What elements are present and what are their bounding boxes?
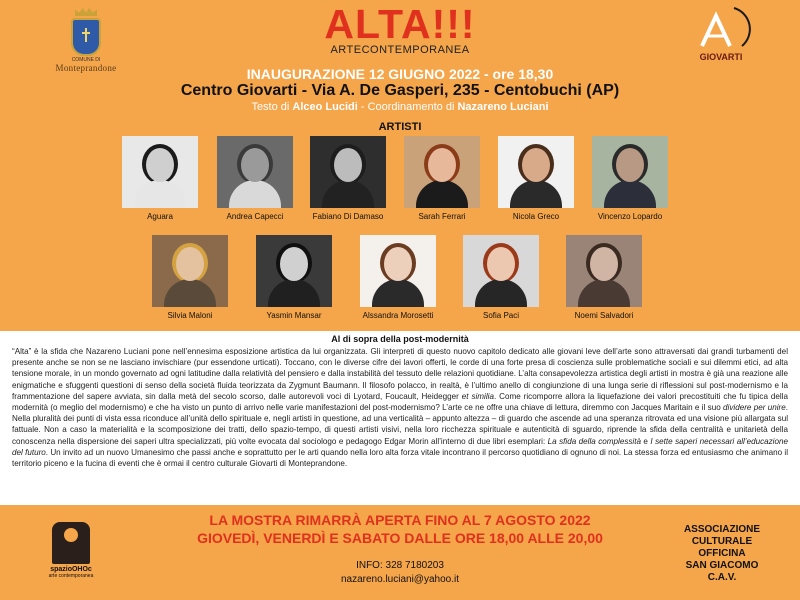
inauguration-line: INAUGURAZIONE 12 GIUGNO 2022 - ore 18,30 — [246, 66, 554, 82]
artist-card — [490, 136, 582, 221]
artist-name: Andrea Capecci — [226, 212, 284, 221]
artist-card — [584, 136, 676, 221]
monteprandone-crest — [36, 8, 136, 73]
artist-photo — [360, 235, 436, 307]
artist-name: Sofia Paci — [482, 311, 520, 320]
article-title: Al di sopra della post-modernità — [331, 334, 469, 344]
artist-body — [372, 279, 424, 307]
artist-photo — [152, 235, 228, 307]
artist-photo — [217, 136, 293, 208]
artist-card — [396, 136, 488, 221]
artist-body — [510, 180, 562, 208]
contact-email[interactable]: nazareno.luciani@yahoo.it — [340, 574, 459, 585]
spazio-ohoc-tagline: arte contemporanea — [48, 573, 94, 579]
artist-name: Alssandra Morosetti — [362, 311, 434, 320]
artist-body — [229, 180, 281, 208]
artist-card — [352, 235, 444, 320]
artist-photo — [256, 235, 332, 307]
crest-name: Monteprandone — [55, 63, 117, 73]
artist-photo — [498, 136, 574, 208]
sculpture-icon — [52, 522, 90, 564]
artist-photo — [122, 136, 198, 208]
artist-face — [176, 247, 204, 281]
giovarti-logo-icon — [690, 6, 752, 54]
shield-icon — [71, 18, 101, 56]
artist-face — [616, 148, 644, 182]
artist-face — [384, 247, 412, 281]
article-italic-3: La sfida della complessità — [547, 436, 641, 446]
artist-body — [134, 180, 186, 208]
opening-hours-line: GIOVEDÌ, VENERDÌ E SABATO DALLE ORE 18,00 ALLE 20,00 — [197, 530, 603, 546]
article-text-5: . Un invito ad un nuovo Umanesimo che passi anche e soprattutto per le arti quando nella loro alta forza vitale incontrano il percorso quotidiano di ognuno di noi. La stessa forza ed entusiasmo che animano il territorio piceno e la fucina di eventi che è ormai il centro culturale Giovarti di Monteprandone. — [12, 447, 788, 469]
artist-body — [475, 279, 527, 307]
article-text-4: e — [640, 436, 651, 446]
artist-photo — [310, 136, 386, 208]
artist-body — [322, 180, 374, 208]
artist-face — [280, 247, 308, 281]
association-line: C.A.V. — [707, 572, 737, 583]
association-block — [660, 524, 784, 584]
artist-photo — [404, 136, 480, 208]
artist-face — [522, 148, 550, 182]
artist-card — [248, 235, 340, 320]
artist-name: Silvia Maloni — [167, 311, 213, 320]
event-title: ALTA!!! — [324, 1, 476, 47]
artist-name: Yasmin Mansar — [266, 311, 322, 320]
artist-name: Fabiano Di Damaso — [312, 212, 384, 221]
artist-body — [604, 180, 656, 208]
association-line: CULTURALE — [691, 536, 753, 547]
spazio-ohoc-name: spazioOHOc — [50, 566, 92, 573]
venue-line: Centro Giovarti - Via A. De Gasperi, 235 - Centobuchi (AP) — [180, 82, 620, 99]
artist-face — [334, 148, 362, 182]
artist-body — [416, 180, 468, 208]
artist-card — [558, 235, 650, 320]
spazio-ohoc-logo — [36, 522, 106, 588]
article-text-2: . Come ricomporre allora la liquefazione dei valori precostituiti che fu tipica della modernità (o meglio del modernismo) e che ha visto un punto di arrivo nelle varie manifestazioni del post-modernismo? L’arte ce ne offre una chiave di lettura, diremmo con Jacques Maritain e il suo — [12, 391, 788, 413]
article-text-3: . Nella pluralità dei punti di vista essa riconduce all’unità dello spirituale e, negli artisti in questione, ad una verticalità – appunto altezza – di guardo che ascende ad una speranza ritrovata ed una visione più allargata sul fattuale. Non a caso la materialità e la scomposizione dei tratti, dello spazio-tempo, di questi artisti visivi, nella loro ricchezza spirituale e autenticità di sguardo, riprende la sfida della centralità e unitarietà della conoscenza nella dispersione dei saperi ultra specializzati, più volte evocata dal sociologo e pedagogo Edgar Morin all’interno di due libri esemplari: — [12, 403, 788, 446]
article-italic-4: I sette saperi necessari all’educazione del futuro — [12, 436, 788, 457]
artist-card — [302, 136, 394, 221]
artist-face — [241, 148, 269, 182]
credits-text-prefix: Testo di — [251, 101, 293, 113]
article-body — [12, 346, 788, 469]
artist-face — [428, 148, 456, 182]
artist-name: Noemi Salvadori — [574, 311, 634, 320]
artist-body — [164, 279, 216, 307]
article-italic-1: et similia — [461, 391, 494, 401]
artist-name: Nicola Greco — [512, 212, 560, 221]
artist-name: Sarah Ferrari — [418, 212, 466, 221]
artist-card — [114, 136, 206, 221]
credits-text-author: Alceo Lucidi — [292, 101, 358, 113]
artist-photo — [566, 235, 642, 307]
artist-photo — [592, 136, 668, 208]
credits-line — [150, 101, 650, 113]
artist-body — [268, 279, 320, 307]
artist-photo — [463, 235, 539, 307]
artists-heading: ARTISTI — [378, 121, 422, 133]
artist-face — [590, 247, 618, 281]
artist-card — [209, 136, 301, 221]
event-subtitle: ARTECONTEMPORANEA — [330, 44, 470, 56]
artist-name: Vincenzo Lopardo — [597, 212, 663, 221]
artist-card — [455, 235, 547, 320]
article-italic-2: dividere per unire — [723, 403, 786, 413]
crown-icon — [75, 8, 97, 16]
credits-coord-author: Nazareno Luciani — [457, 101, 549, 113]
association-line: ASSOCIAZIONE — [683, 524, 761, 535]
crest-small-text: COMUNE DI — [71, 57, 101, 63]
info-phone: INFO: 328 7180203 — [356, 560, 444, 571]
giovarti-logo — [690, 6, 752, 68]
association-line: SAN GIACOMO — [685, 560, 759, 571]
artist-name: Aguara — [147, 212, 173, 221]
giovarti-logo-text: GIOVARTI — [699, 52, 743, 62]
closing-date-line: LA MOSTRA RIMARRÀ APERTA FINO AL 7 AGOSTO 2022 — [209, 512, 591, 528]
article-text-1: “Alta” è la sfida che Nazareno Luciani pone nell’ennesima esposizione artistica da lui organizzata. Gli interpreti di questo nuovo capitolo dedicato alle giovani leve dell’arte sono attraversati dai grandi turbamenti del presente anche se non se ne lasciano invischiare (pur essendone urticati). Toccano, con le diverse cifre dei lavori offerti, le corde di una forte presa di coscienza sulle problematiche sociali e sui dilemmi etici, ad alta tensione morale, in un mondo governato ad ogni latitudine dalla relatività del pensiero e dalla instabilità del tessuto delle relazioni quotidiane. L’alta consapevolezza artistica degli artisti in mostra è già una reazione alle enigmatiche e sfuggenti questioni di senso della società fluida teorizzata da Zygmunt Baumann. Il filosofo polacco, in realtà, è l’ultimo anello di congiunzione di una lunga serie di riflessioni sul post-modernismo e la frammentazione del sapere avviata, sin dalla metà del secolo scorso, dalle autorevoli voci di Lyotard, Foucault, Heidegger — [12, 347, 788, 401]
artist-card — [144, 235, 236, 320]
association-line: OFFICINA — [698, 548, 746, 559]
artist-face — [487, 247, 515, 281]
artist-face — [146, 148, 174, 182]
credits-coord-prefix: - Coordinamento di — [357, 101, 458, 113]
artist-body — [578, 279, 630, 307]
